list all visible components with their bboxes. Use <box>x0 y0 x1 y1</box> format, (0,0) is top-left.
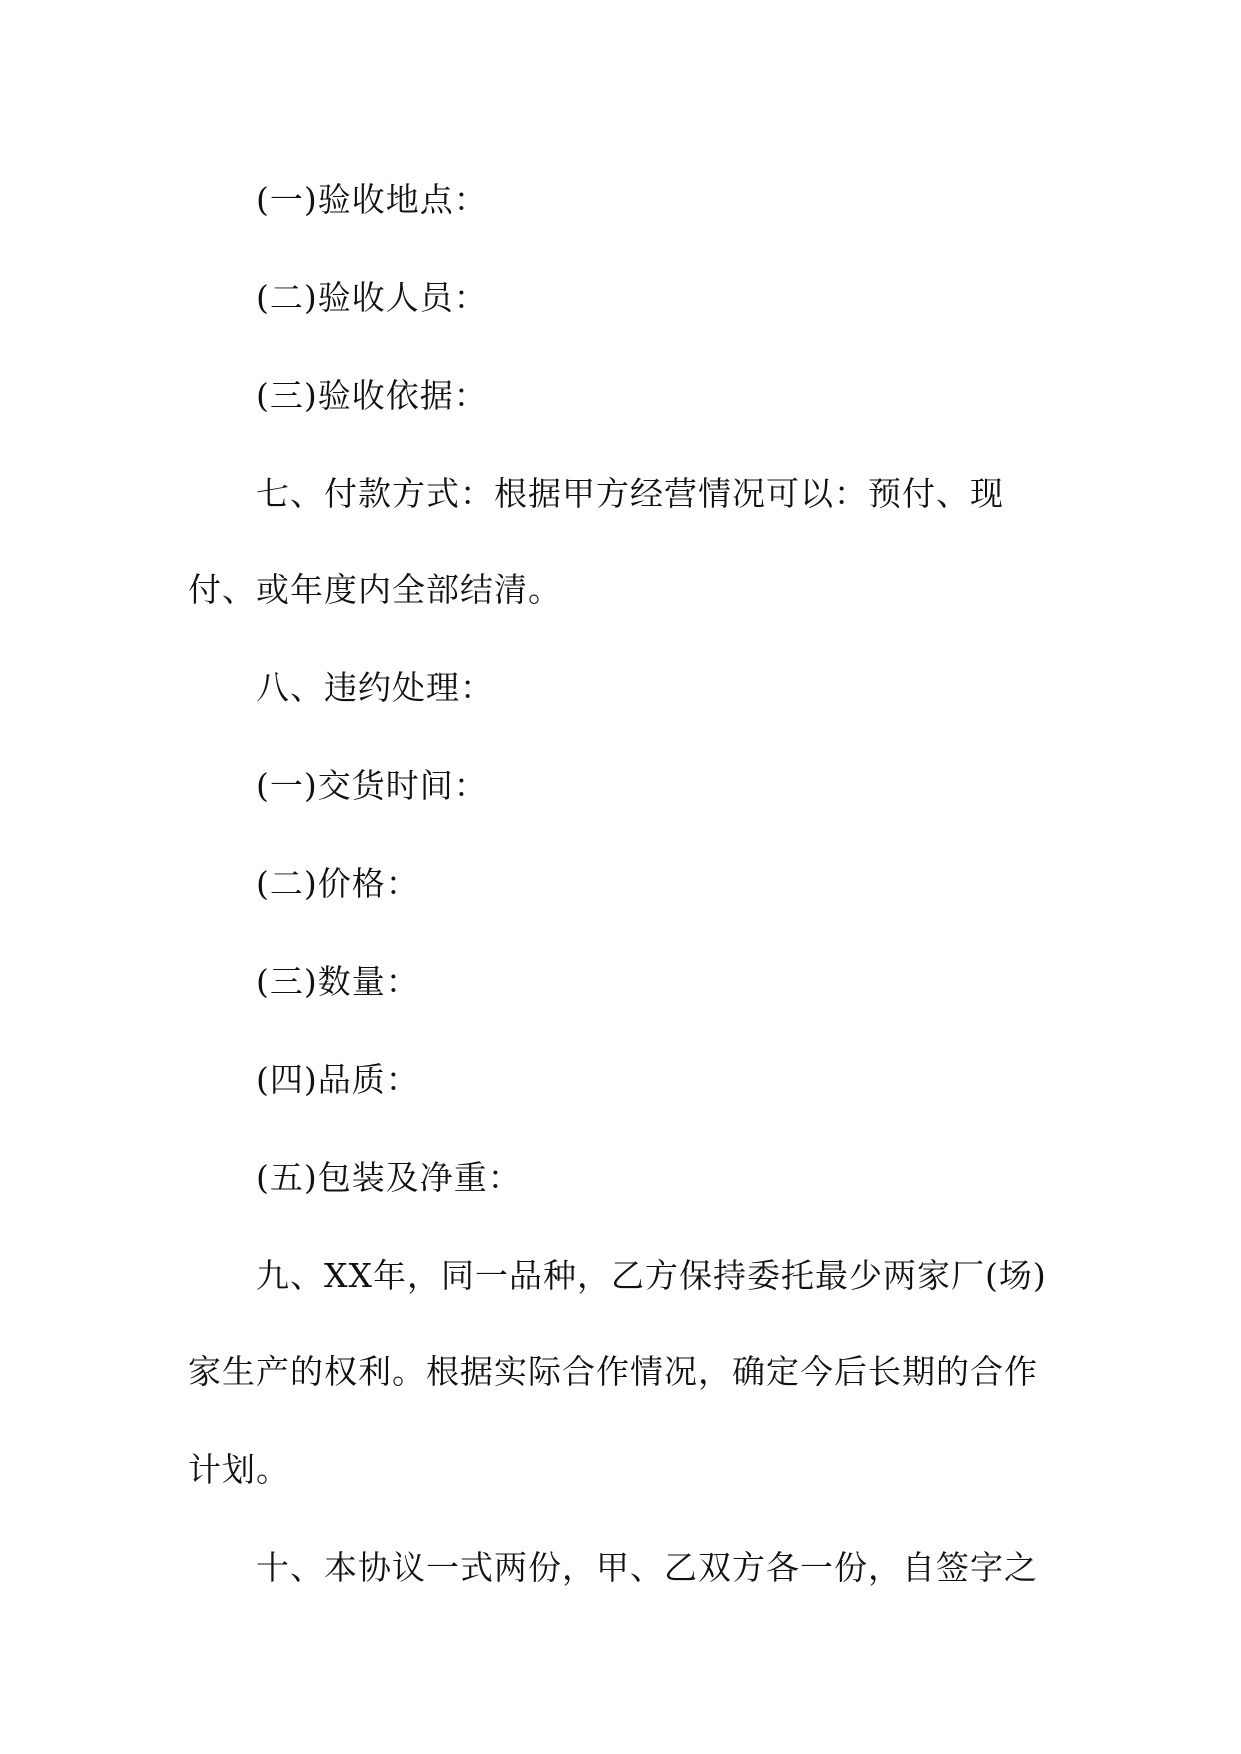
clause-line-packaging-weight: (五)包装及净重： <box>256 1158 522 1197</box>
clause-line-producer-rights-end: 计划。 <box>188 1450 290 1489</box>
clause-line-copies: 十、本协议一式两份，甲、乙双方各一份，自签字之 <box>256 1548 1038 1587</box>
clause-line-acceptance-staff: (二)验收人员： <box>256 278 488 317</box>
clause-line-quantity: (三)数量： <box>256 962 420 1001</box>
clause-line-payment-method-continued: 付、或年度内全部结清。 <box>188 570 562 609</box>
clause-line-breach-handling: 八、违约处理： <box>256 668 494 707</box>
clause-line-acceptance-basis: (三)验收依据： <box>256 376 488 415</box>
clause-line-producer-rights: 九、XX年，同一品种，乙方保持委托最少两家厂(场) <box>256 1256 1047 1295</box>
clause-line-price: (二)价格： <box>256 864 420 903</box>
clause-line-delivery-time: (一)交货时间： <box>256 766 488 805</box>
clause-line-acceptance-location: (一)验收地点： <box>256 180 488 219</box>
clause-line-producer-rights-continued: 家生产的权利。根据实际合作情况，确定今后长期的合作 <box>188 1352 1038 1391</box>
clause-line-payment-method: 七、付款方式：根据甲方经营情况可以：预付、现 <box>256 474 1004 513</box>
clause-line-quality: (四)品质： <box>256 1060 420 1099</box>
